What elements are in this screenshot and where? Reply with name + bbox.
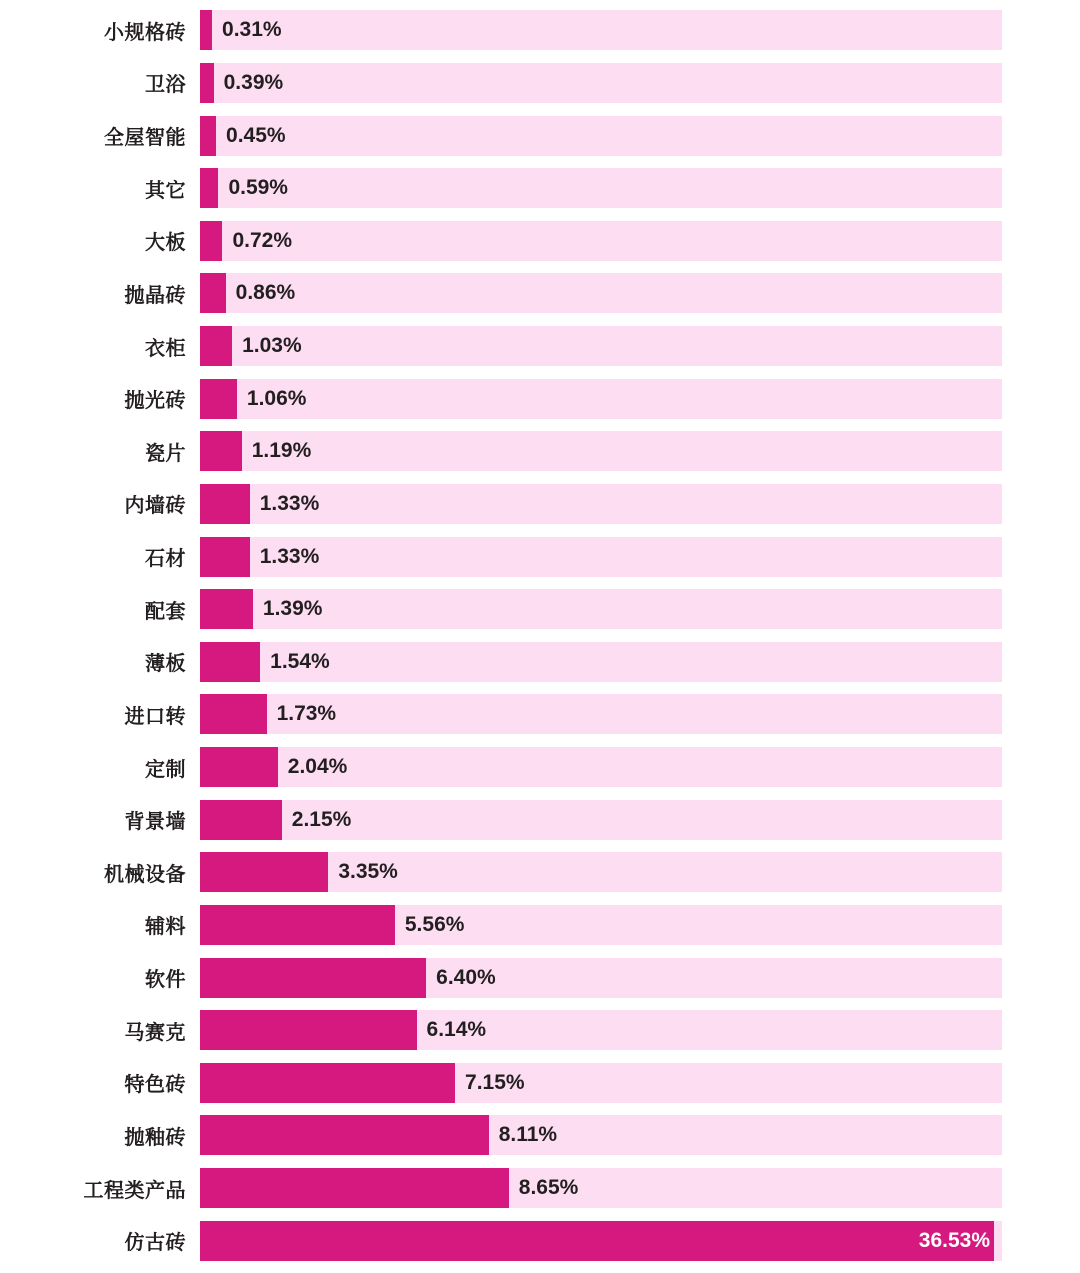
row-spacer <box>0 209 1002 221</box>
bar-track <box>200 484 1002 524</box>
bar-value-label: 8.11% <box>498 1123 558 1147</box>
bar-fill <box>200 484 250 524</box>
bar-value-label: 1.19% <box>251 439 312 463</box>
category-label: 其它 <box>145 179 186 202</box>
bar-row <box>0 1220 1002 1261</box>
row-spacer <box>0 103 1002 115</box>
bar-row <box>0 273 1002 314</box>
bar-fill <box>200 168 218 208</box>
bar-track <box>200 1168 1002 1208</box>
category-label: 辅料 <box>145 916 186 939</box>
bar-row <box>0 484 1002 525</box>
bar-fill <box>200 694 267 734</box>
bar-value-label: 1.03% <box>242 334 302 358</box>
category-label: 全屋智能 <box>104 127 186 150</box>
bar-track <box>200 116 1002 156</box>
bar-track <box>200 589 1002 629</box>
bar-fill <box>200 379 237 419</box>
row-spacer <box>0 1208 1002 1220</box>
bar-value-label: 5.56% <box>404 912 465 936</box>
bar-value-label: 7.15% <box>465 1070 525 1094</box>
category-label: 马赛克 <box>124 1021 186 1044</box>
bar-value-label: 0.59% <box>228 176 288 200</box>
bar-value-label: 1.54% <box>270 649 330 673</box>
bar-value-label: 6.40% <box>436 965 496 989</box>
category-label: 配套 <box>145 600 186 623</box>
category-label: 仿古砖 <box>124 1232 186 1255</box>
bar-fill <box>200 1010 417 1050</box>
category-label: 衣柜 <box>145 337 186 360</box>
bar-row <box>0 431 1002 472</box>
row-spacer <box>0 735 1002 747</box>
bar-value-label: 0.31% <box>222 18 282 42</box>
category-label: 石材 <box>145 548 186 571</box>
bar-value-label: 0.72% <box>232 228 292 252</box>
row-spacer <box>0 1051 1002 1063</box>
bar-track <box>200 905 1002 945</box>
bar-fill <box>200 747 278 787</box>
bar-row <box>0 747 1002 788</box>
bar-fill <box>200 221 222 261</box>
bar-row <box>0 1115 1002 1156</box>
bar-value-label: 1.33% <box>259 491 320 515</box>
row-spacer <box>0 577 1002 589</box>
bar-row <box>0 1063 1002 1104</box>
bar-track <box>200 537 1002 577</box>
category-label: 抛釉砖 <box>124 1126 186 1149</box>
row-spacer <box>0 472 1002 484</box>
row-spacer <box>0 630 1002 642</box>
row-spacer <box>0 419 1002 431</box>
row-spacer <box>0 682 1002 694</box>
row-spacer <box>0 1156 1002 1168</box>
row-spacer <box>0 840 1002 852</box>
bar-track <box>200 1221 1002 1261</box>
category-label: 抛光砖 <box>124 390 186 413</box>
bar-fill <box>200 10 212 50</box>
category-label: 定制 <box>145 758 186 781</box>
category-label: 卫浴 <box>145 74 186 97</box>
category-label: 内墙砖 <box>124 495 186 518</box>
bar-fill <box>200 852 328 892</box>
bar-fill <box>200 273 226 313</box>
row-spacer <box>0 945 1002 957</box>
bar-value-label: 2.04% <box>287 755 348 779</box>
bar-track <box>200 63 1002 103</box>
bar-track <box>200 221 1002 261</box>
bar-row <box>0 221 1002 262</box>
bar-fill <box>200 537 250 577</box>
bar-row <box>0 326 1002 367</box>
category-label: 工程类产品 <box>83 1179 186 1202</box>
bar-value-label: 8.65% <box>518 1176 579 1200</box>
bar-value-label: 1.73% <box>276 702 337 726</box>
bar-track <box>200 1063 1002 1103</box>
bar-track <box>200 1010 1002 1050</box>
bar-row <box>0 905 1002 946</box>
bar-fill <box>200 642 260 682</box>
row-spacer <box>0 787 1002 799</box>
bar-fill <box>200 589 253 629</box>
bar-track <box>200 431 1002 471</box>
bar-track <box>200 800 1002 840</box>
bar-fill <box>200 1221 994 1261</box>
row-spacer <box>0 51 1002 63</box>
bar-track <box>200 1115 1002 1155</box>
bar-track <box>200 273 1002 313</box>
bar-row <box>0 694 1002 735</box>
bar-value-label: 0.86% <box>235 281 296 305</box>
bar-value-label: 0.39% <box>223 70 284 94</box>
row-spacer <box>0 261 1002 273</box>
bar-value-label: 3.35% <box>338 860 398 884</box>
category-label: 大板 <box>145 232 186 255</box>
bar-row <box>0 852 1002 893</box>
bar-track <box>200 747 1002 787</box>
bar-row <box>0 536 1002 577</box>
bar-row <box>0 1010 1002 1051</box>
bar-row <box>0 642 1002 683</box>
bar-value-label: 2.15% <box>291 807 352 831</box>
bar-row <box>0 589 1002 630</box>
row-spacer <box>0 524 1002 536</box>
bar-fill <box>200 1115 489 1155</box>
category-label: 进口转 <box>124 705 186 728</box>
bar-fill <box>200 1168 509 1208</box>
bar-track <box>200 168 1002 208</box>
row-spacer <box>0 998 1002 1010</box>
bar-row <box>0 168 1002 209</box>
bar-row <box>0 10 1002 51</box>
category-label: 软件 <box>145 969 186 992</box>
bar-track <box>200 10 1002 50</box>
bar-row <box>0 378 1002 419</box>
row-spacer <box>0 1103 1002 1115</box>
bar-track <box>200 326 1002 366</box>
bar-track <box>200 958 1002 998</box>
row-spacer <box>0 156 1002 168</box>
category-label: 抛晶砖 <box>124 284 186 307</box>
category-label: 薄板 <box>145 653 186 676</box>
bar-row <box>0 957 1002 998</box>
category-label: 机械设备 <box>104 863 186 886</box>
bar-fill <box>200 431 242 471</box>
bar-track <box>200 694 1002 734</box>
bar-fill <box>200 326 232 366</box>
bar-row <box>0 115 1002 156</box>
row-spacer <box>0 893 1002 905</box>
bar-value-label: 36.53% <box>918 1228 990 1252</box>
bar-value-label: 6.14% <box>426 1018 487 1042</box>
bar-track <box>200 852 1002 892</box>
bar-row <box>0 1168 1002 1209</box>
bar-fill <box>200 800 282 840</box>
bar-fill <box>200 905 395 945</box>
row-spacer <box>0 366 1002 378</box>
bar-row <box>0 799 1002 840</box>
bar-fill <box>200 1063 455 1103</box>
category-label: 小规格砖 <box>104 21 186 44</box>
bar-fill <box>200 116 216 156</box>
bar-fill <box>200 958 426 998</box>
bar-value-label: 1.39% <box>262 597 323 621</box>
bar-track <box>200 379 1002 419</box>
bar-value-label: 0.45% <box>226 123 286 147</box>
category-label: 特色砖 <box>124 1074 186 1097</box>
category-label: 瓷片 <box>145 442 186 465</box>
bar-value-label: 1.33% <box>259 544 320 568</box>
category-label: 背景墙 <box>124 811 186 834</box>
bar-row <box>0 63 1002 104</box>
row-spacer <box>0 314 1002 326</box>
bar-track <box>200 642 1002 682</box>
bar-value-label: 1.06% <box>246 386 307 410</box>
bar-fill <box>200 63 214 103</box>
